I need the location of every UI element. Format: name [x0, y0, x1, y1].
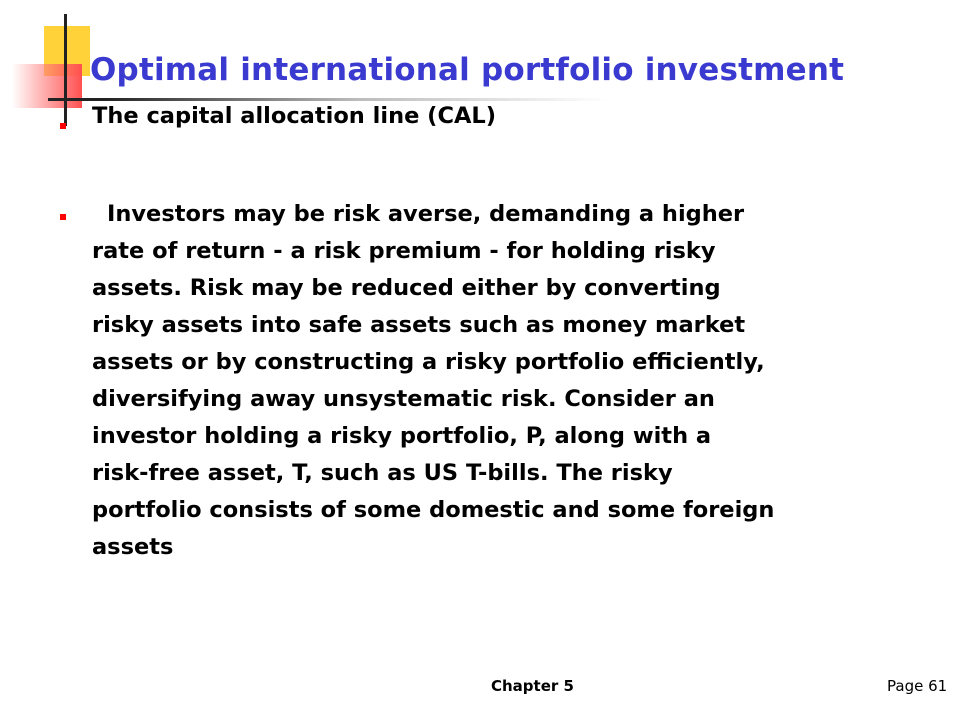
decorative-red-bar — [12, 64, 82, 108]
footer-chapter: Chapter 5 — [491, 677, 574, 695]
paragraph-line: assets or by constructing a risky portfolio efficiently, — [92, 349, 765, 375]
decorative-horizontal-line — [48, 98, 608, 101]
subheading-text: The capital allocation line (CAL) — [92, 103, 497, 129]
decorative-vertical-line — [64, 14, 67, 126]
paragraph-line: investor holding a risky portfolio, P, along with a — [92, 423, 712, 449]
bullet-icon — [60, 214, 66, 220]
bullet-icon — [60, 123, 66, 129]
paragraph-line: rate of return - a risk premium - for holding risky — [92, 238, 716, 264]
paragraph-line: assets. Risk may be reduced either by converting — [92, 275, 721, 301]
footer-page-number: Page 61 — [887, 677, 948, 695]
slide-title: Optimal international portfolio investment — [90, 52, 845, 88]
paragraph-line: risk-free asset, T, such as US T-bills. The risky — [92, 460, 673, 486]
paragraph-line: portfolio consists of some domestic and some foreign — [92, 497, 775, 523]
paragraph-line: assets — [92, 534, 174, 560]
paragraph-line: Investors may be risk averse, demanding a higher — [107, 201, 745, 227]
body-paragraph — [92, 196, 952, 566]
paragraph-line: risky assets into safe assets such as money market — [92, 312, 746, 338]
paragraph-line: diversifying away unsystematic risk. Consider an — [92, 386, 715, 412]
